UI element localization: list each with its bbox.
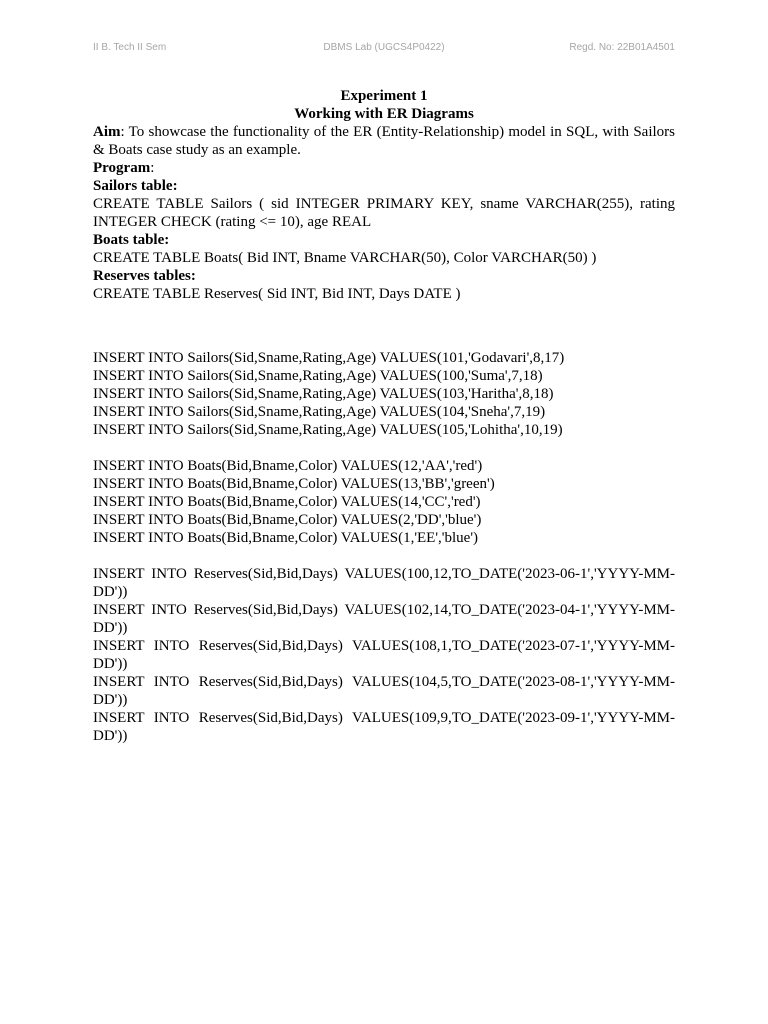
document-body xyxy=(93,87,675,745)
reserve-insert-line: INSERT INTO Reserves(Sid,Bid,Days) VALUES(109,9,TO_DATE('2023-09-1','YYYY-MM-DD')) xyxy=(93,710,675,744)
sailor-insert-line: INSERT INTO Sailors(Sid,Sname,Rating,Age) VALUES(101,'Godavari',8,17) xyxy=(93,350,565,366)
reserves-heading: Reserves tables: xyxy=(93,268,196,284)
boat-insert-line: INSERT INTO Boats(Bid,Bname,Color) VALUES(14,'CC','red') xyxy=(93,494,481,510)
reserve-inserts-block xyxy=(93,565,675,745)
sailor-insert-line: INSERT INTO Sailors(Sid,Sname,Rating,Age) VALUES(103,'Haritha',8,18) xyxy=(93,386,554,402)
reserves-create-sql: CREATE TABLE Reserves( Sid INT, Bid INT, Days DATE ) xyxy=(93,286,461,302)
aim-paragraph xyxy=(93,123,675,159)
boat-insert-line: INSERT INTO Boats(Bid,Bname,Color) VALUES(12,'AA','red') xyxy=(93,458,483,474)
boats-create-sql: CREATE TABLE Boats( Bid INT, Bname VARCHAR(50), Color VARCHAR(50) ) xyxy=(93,250,597,266)
boat-inserts-block xyxy=(93,457,675,547)
header-lab-title: DBMS Lab (UGCS4P0422) xyxy=(323,42,445,53)
program-colon: : xyxy=(150,160,155,176)
sailors-heading: Sailors table: xyxy=(93,178,178,194)
page-header xyxy=(93,42,675,56)
experiment-title: Experiment 1 xyxy=(340,88,428,104)
sailor-insert-line: INSERT INTO Sailors(Sid,Sname,Rating,Age) VALUES(104,'Sneha',7,19) xyxy=(93,404,546,420)
sailor-insert-line: INSERT INTO Sailors(Sid,Sname,Rating,Age) VALUES(100,'Suma',7,18) xyxy=(93,368,543,384)
reserve-insert-line: INSERT INTO Reserves(Sid,Bid,Days) VALUES(102,14,TO_DATE('2023-04-1','YYYY-MM-DD')) xyxy=(93,602,675,636)
boat-insert-line: INSERT INTO Boats(Bid,Bname,Color) VALUES(13,'BB','green') xyxy=(93,476,495,492)
boat-insert-line: INSERT INTO Boats(Bid,Bname,Color) VALUES(1,'EE','blue') xyxy=(93,530,479,546)
reserve-insert-line: INSERT INTO Reserves(Sid,Bid,Days) VALUES(100,12,TO_DATE('2023-06-1','YYYY-MM-DD')) xyxy=(93,566,675,600)
experiment-subtitle: Working with ER Diagrams xyxy=(294,106,474,122)
boat-insert-line: INSERT INTO Boats(Bid,Bname,Color) VALUES(2,'DD','blue') xyxy=(93,512,482,528)
sailor-insert-line: INSERT INTO Sailors(Sid,Sname,Rating,Age) VALUES(105,'Lohitha',10,19) xyxy=(93,422,563,438)
header-course-semester: II B. Tech II Sem xyxy=(93,42,167,53)
aim-label: Aim xyxy=(93,124,121,140)
program-line xyxy=(93,159,675,177)
aim-text: : To showcase the functionality of the ER (Entity-Relationship) model in SQL, with Sailors & Boats case study as an example. xyxy=(93,124,675,158)
boats-heading: Boats table: xyxy=(93,232,170,248)
reserve-insert-line: INSERT INTO Reserves(Sid,Bid,Days) VALUES(108,1,TO_DATE('2023-07-1','YYYY-MM-DD')) xyxy=(93,638,675,672)
sailor-inserts-block xyxy=(93,349,675,439)
sailors-create-sql: CREATE TABLE Sailors ( sid INTEGER PRIMARY KEY, sname VARCHAR(255), rating INTEGER CHECK (rating <= 10), age REAL xyxy=(93,196,675,230)
header-registration-number: Regd. No: 22B01A4501 xyxy=(569,42,675,53)
program-label: Program xyxy=(93,160,151,176)
reserve-insert-line: INSERT INTO Reserves(Sid,Bid,Days) VALUES(104,5,TO_DATE('2023-08-1','YYYY-MM-DD')) xyxy=(93,674,675,708)
